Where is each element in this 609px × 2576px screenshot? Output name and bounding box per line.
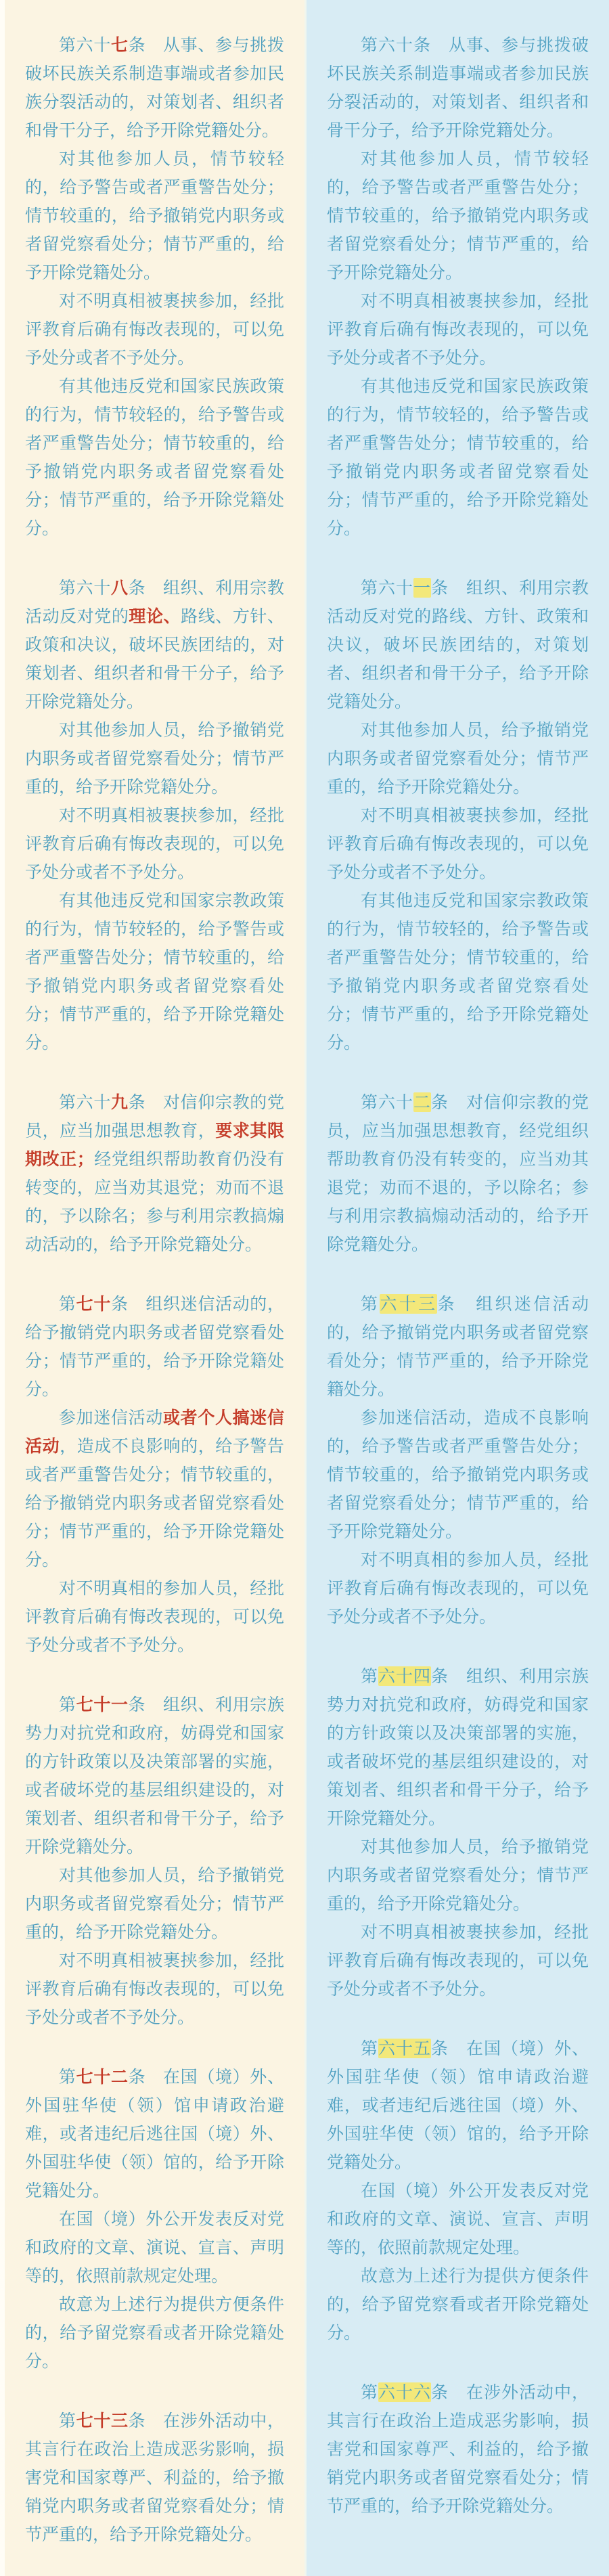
paragraph xyxy=(25,1404,284,1574)
added-text-red: 七十三 xyxy=(76,2411,129,2430)
paragraph xyxy=(327,31,589,145)
article xyxy=(327,2378,589,2521)
text-run: 条 在国（境）外、外国驻华使（领）馆申请政治避难，或者违纪后逃往国（境）外、外国驻华使（领）馆的，给予开除党籍处分。 xyxy=(327,2039,589,2172)
article xyxy=(327,1088,589,1259)
text-run: 对不明真相的参加人员，经批评教育后确有悔改表现的，可以免予处分或者不予处分。 xyxy=(327,1550,589,1626)
paragraph xyxy=(327,2035,589,2177)
paragraph xyxy=(25,2407,284,2549)
article xyxy=(327,2035,589,2347)
article xyxy=(25,1691,284,2032)
text-run: 对其他参加人员，情节较轻的，给予警告或者严重警告处分；情节较重的，给予撤销党内职务或者留党察看处分；情节严重的，给予开除党籍处分。 xyxy=(25,149,284,282)
paragraph xyxy=(327,801,589,887)
added-text-red: 或者个人搞迷信活动 xyxy=(25,1408,284,1456)
text-run: 条 对信仰宗教的党员，应当加强思想教育，经党组织帮助教育仍没有转变的，应当劝其退党；劝而不退的，予以除名；参与利用宗教搞煽动活动的，给予开除党籍处分。 xyxy=(327,1092,589,1254)
text-run: 对不明真相被裹挟参加，经批评教育后确有悔改表现的，可以免予处分或者不予处分。 xyxy=(25,291,284,368)
text-run: 条 组织、利用宗教活动反对党的 xyxy=(25,578,284,626)
paragraph xyxy=(327,2262,589,2347)
text-run: 条 组织、利用宗族势力对抗党和政府，妨碍党和国家的方针政策以及决策部署的实施，或者破坏党的基层组织建设的，对策划者、组织者和骨干分子，给予开除党籍处分。 xyxy=(25,1695,284,1857)
left-column-new-version xyxy=(0,0,304,2576)
paragraph xyxy=(25,1691,284,1861)
paragraph xyxy=(327,1546,589,1631)
text-run: 第六十 xyxy=(59,578,111,598)
changed-number-highlight: 二 xyxy=(413,1092,431,1112)
added-text-red: 九 xyxy=(111,1092,129,1112)
text-run: 对其他参加人员，给予撤销党内职务或者留党察看处分；情节严重的，给予开除党籍处分。 xyxy=(25,720,284,797)
text-run: 对不明真相的参加人员，经批评教育后确有悔改表现的，可以免予处分或者不予处分。 xyxy=(25,1578,284,1655)
paragraph xyxy=(327,1918,589,2003)
text-run: 有其他违反党和国家宗教政策的行为，情节较轻的，给予警告或者严重警告处分；情节较重的，给予撤销党内职务或者留党察看处分；情节严重的，给予开除党籍处分。 xyxy=(25,891,284,1052)
text-run: 参加迷信活动，造成不良影响的，给予警告或者严重警告处分；情节较重的，给予撤销党内职务或者留党察看处分；情节严重的，给予开除党籍处分。 xyxy=(327,1408,589,1541)
text-run: 条 组织、利用宗教活动反对党的路线、方针、政策和决议，破坏民族团结的，对策划者、组织者和骨干分子，给予开除党籍处分。 xyxy=(327,578,589,711)
paragraph xyxy=(25,145,284,287)
paragraph xyxy=(25,1947,284,2032)
paragraph xyxy=(327,1404,589,1546)
text-run: 故意为上述行为提供方便条件的，给予留党察看或者开除党籍处分。 xyxy=(25,2294,284,2371)
article xyxy=(25,574,284,1057)
changed-number-highlight: 六十六 xyxy=(378,2382,431,2402)
article xyxy=(327,574,589,1057)
text-run: 对不明真相被裹挟参加，经批评教育后确有悔改表现的，可以免予处分或者不予处分。 xyxy=(25,805,284,882)
paragraph xyxy=(327,574,589,716)
text-run: 条 对信仰宗教的党员，应当加强思想教育， xyxy=(25,1092,284,1140)
text-run: 对不明真相被裹挟参加，经批评教育后确有悔改表现的，可以免予处分或者不予处分。 xyxy=(327,1922,589,1999)
text-run: 第 xyxy=(59,1695,76,1714)
paragraph xyxy=(327,372,589,543)
paragraph xyxy=(25,1861,284,1947)
paragraph xyxy=(327,1833,589,1918)
paragraph xyxy=(327,1088,589,1259)
paragraph xyxy=(327,716,589,801)
text-run: 第 xyxy=(361,2382,378,2402)
added-text-red: 七十二 xyxy=(76,2067,129,2087)
text-run: 对不明真相被裹挟参加，经批评教育后确有悔改表现的，可以免予处分或者不予处分。 xyxy=(327,291,589,368)
text-run: 第六十 xyxy=(361,578,413,598)
paragraph xyxy=(25,1574,284,1660)
paragraph xyxy=(25,287,284,372)
text-run: 对不明真相被裹挟参加，经批评教育后确有悔改表现的，可以免予处分或者不予处分。 xyxy=(327,805,589,882)
text-run: 第 xyxy=(361,1294,380,1314)
text-run: 在国（境）外公开发表反对党和政府的文章、演说、宣言、声明等的，依照前款规定处理。 xyxy=(327,2181,589,2257)
paragraph xyxy=(327,145,589,287)
text-run: 在国（境）外公开发表反对党和政府的文章、演说、宣言、声明等的，依照前款规定处理。 xyxy=(25,2209,284,2286)
paragraph xyxy=(25,801,284,887)
changed-number-highlight: 六十五 xyxy=(378,2039,431,2058)
text-run: 参加迷信活动 xyxy=(59,1408,163,1427)
text-run: 条 在涉外活动中，其言行在政治上造成恶劣影响，损害党和国家尊严、利益的，给予撤销党内职务或者留党察看处分；情节严重的，给予开除党籍处分。 xyxy=(25,2411,284,2544)
article xyxy=(25,31,284,543)
text-run: 第 xyxy=(59,2411,76,2430)
added-text-red: 八 xyxy=(111,578,129,598)
paragraph xyxy=(327,287,589,372)
text-run: 第六十条 从事、参与挑拨破坏民族关系制造事端或者参加民族分裂活动的，对策划者、组织者和骨干分子，给予开除党籍处分。 xyxy=(327,35,589,140)
paragraph xyxy=(327,2378,589,2521)
text-run: 条 在涉外活动中，其言行在政治上造成恶劣影响，损害党和国家尊严、利益的，给予撤销党内职务或者留党察看处分；情节严重的，给予开除党籍处分。 xyxy=(327,2382,589,2516)
text-run: 条 组织迷信活动的，给予撤销党内职务或者留党察看处分；情节严重的，给予开除党籍处分。 xyxy=(25,1294,284,1399)
added-text-red: 要求其限期改正； xyxy=(25,1121,284,1169)
paragraph xyxy=(327,1662,589,1833)
added-text-red: 理论、 xyxy=(129,606,181,626)
text-run: 第 xyxy=(361,2039,378,2058)
paragraph xyxy=(25,1290,284,1404)
text-run: 第六十 xyxy=(361,1092,413,1112)
paragraph xyxy=(327,887,589,1057)
text-run: ，造成不良影响的，给予警告或者严重警告处分；情节较重的，给予撤销党内职务或者留党察看处分；情节严重的，给予开除党籍处分。 xyxy=(25,1436,284,1570)
article xyxy=(25,1088,284,1259)
text-run: 对其他参加人员，给予撤销党内职务或者留党察看处分；情节严重的，给予开除党籍处分。 xyxy=(327,720,589,797)
paragraph xyxy=(25,2205,284,2290)
text-run: 有其他违反党和国家民族政策的行为，情节较轻的，给予警告或者严重警告处分；情节较重的，给予撤销党内职务或者留党察看处分；情节严重的，给予开除党籍处分。 xyxy=(25,376,284,538)
text-run: 有其他违反党和国家宗教政策的行为，情节较轻的，给予警告或者严重警告处分；情节较重的，给予撤销党内职务或者留党察看处分；情节严重的，给予开除党籍处分。 xyxy=(327,891,589,1052)
paragraph xyxy=(327,1290,589,1404)
text-run: 第 xyxy=(361,1666,378,1686)
text-run: 对其他参加人员，给予撤销党内职务或者留党察看处分；情节严重的，给予开除党籍处分。 xyxy=(327,1837,589,1913)
added-text-red: 七 xyxy=(111,35,129,55)
added-text-red: 七十 xyxy=(76,1294,111,1314)
text-run: 条 组织迷信活动的，给予撤销党内职务或者留党察看处分；情节严重的，给予开除党籍处分。 xyxy=(327,1294,589,1399)
paragraph xyxy=(25,887,284,1057)
text-run: 第六十 xyxy=(59,1092,111,1112)
added-text-red: 七十一 xyxy=(76,1695,129,1714)
article xyxy=(25,2063,284,2376)
text-run: 第六十 xyxy=(59,35,111,55)
text-run: 故意为上述行为提供方便条件的，给予留党察看或者开除党籍处分。 xyxy=(327,2266,589,2342)
article xyxy=(327,1662,589,2003)
article xyxy=(327,1290,589,1631)
changed-number-highlight: 六十三 xyxy=(380,1294,438,1314)
text-run: 条 组织、利用宗族势力对抗党和政府，妨碍党和国家的方针政策以及决策部署的实施，或者破坏党的基层组织建设的，对策划者、组织者和骨干分子，给予开除党籍处分。 xyxy=(327,1666,589,1828)
text-run: 对其他参加人员，给予撤销党内职务或者留党察看处分；情节严重的，给予开除党籍处分。 xyxy=(25,1865,284,1942)
paragraph xyxy=(25,372,284,543)
paragraph xyxy=(25,716,284,801)
text-run: 经党组织帮助教育仍没有转变的，应当劝其退党；劝而不退的，予以除名；参与利用宗教搞煽动活动的，给予开除党籍处分。 xyxy=(25,1149,284,1254)
article xyxy=(25,2407,284,2549)
article xyxy=(25,1290,284,1660)
text-run: 路线、方针、政策和决议，破坏民族团结的，对策划者、组织者和骨干分子，给予开除党籍处分。 xyxy=(25,606,284,711)
text-run: 条 在国（境）外、外国驻华使（领）馆申请政治避难，或者违纪后逃往国（境）外、外国驻华使（领）馆的，给予开除党籍处分。 xyxy=(25,2067,284,2200)
changed-number-highlight: 六十四 xyxy=(378,1666,431,1686)
right-column-old-version xyxy=(304,0,609,2576)
text-run: 第 xyxy=(59,2067,76,2087)
text-run: 有其他违反党和国家民族政策的行为，情节较轻的，给予警告或者严重警告处分；情节较重的，给予撤销党内职务或者留党察看处分；情节严重的，给予开除党籍处分。 xyxy=(327,376,589,538)
paragraph xyxy=(25,2290,284,2376)
article xyxy=(327,31,589,543)
paragraph xyxy=(25,1088,284,1259)
changed-number-highlight: 一 xyxy=(413,578,431,598)
text-run: 对其他参加人员，情节较轻的，给予警告或者严重警告处分；情节较重的，给予撤销党内职务或者留党察看处分；情节严重的，给予开除党籍处分。 xyxy=(327,149,589,282)
paragraph xyxy=(25,574,284,716)
text-run: 第 xyxy=(59,1294,76,1314)
paragraph xyxy=(25,2063,284,2205)
text-run: 条 从事、参与挑拨破坏民族关系制造事端或者参加民族分裂活动的，对策划者、组织者和骨干分子，给予开除党籍处分。 xyxy=(25,35,284,140)
paragraph xyxy=(25,31,284,145)
paragraph xyxy=(327,2177,589,2262)
text-run: 对不明真相被裹挟参加，经批评教育后确有悔改表现的，可以免予处分或者不予处分。 xyxy=(25,1951,284,2027)
